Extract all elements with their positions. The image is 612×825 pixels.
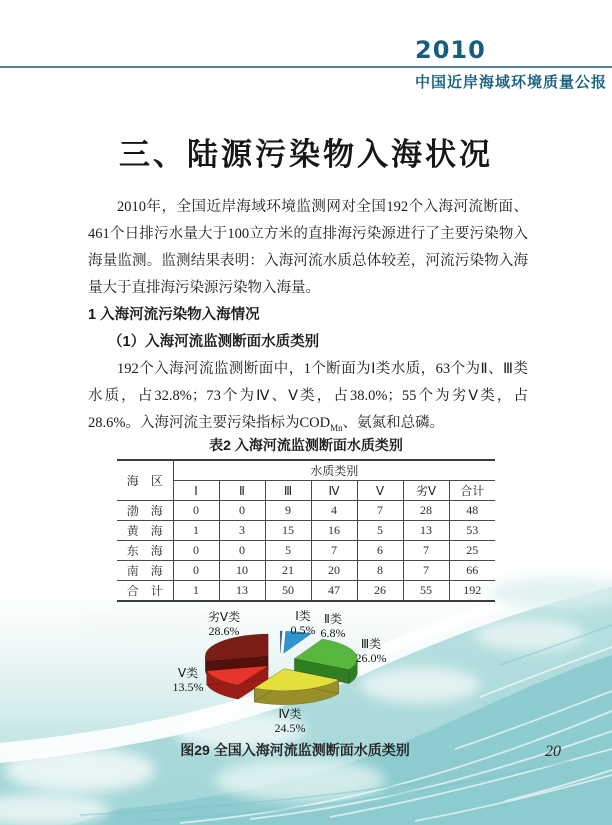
table-cell: 28: [403, 501, 449, 521]
pie-label-Ⅱ类: Ⅱ类 6.8%: [320, 612, 346, 640]
table-column-header: 合计: [449, 481, 495, 501]
table-group-header: 水质类别: [173, 460, 495, 481]
table-cell: 6: [357, 541, 403, 561]
table-cell: 0: [173, 541, 219, 561]
table-cell: 8: [357, 561, 403, 581]
table-row: [117, 541, 495, 561]
table-cell: 192: [449, 581, 495, 602]
table-cell: 15: [265, 521, 311, 541]
row-label: 黄 海: [117, 521, 173, 541]
pie-label-Ⅲ类: Ⅲ类 26.0%: [355, 637, 387, 665]
table-cell: 10: [219, 561, 265, 581]
table-cell: 25: [449, 541, 495, 561]
section-heading-1-1: （1）入海河流监测断面水质类别: [108, 334, 320, 350]
row-label: 南 海: [117, 561, 173, 581]
table-cell: 66: [449, 561, 495, 581]
table-cell: 21: [265, 561, 311, 581]
table-cell: 0: [219, 541, 265, 561]
body-content: [88, 194, 528, 442]
table-cell: 53: [449, 521, 495, 541]
header-year: 2010: [415, 36, 486, 64]
table-row: [117, 561, 495, 581]
table-cell: 16: [311, 521, 357, 541]
table-column-header: Ⅲ: [265, 481, 311, 501]
table-column-header: 劣Ⅴ: [403, 481, 449, 501]
table-cell: 1: [173, 521, 219, 541]
table-corner-header: 海 区: [117, 460, 173, 501]
header-bulletin-title: 中国近岸海域环境质量公报: [415, 74, 608, 91]
table-cell: 13: [219, 581, 265, 602]
paragraph-quality-post: 、氨氮和总磷。: [342, 415, 445, 431]
figure-caption: 图29 全国入海河流监测断面水质类别: [180, 742, 410, 758]
table-cell: 1: [173, 581, 219, 602]
table-cell: 55: [403, 581, 449, 602]
table-cell: 7: [403, 561, 449, 581]
table-column-header: Ⅱ: [219, 481, 265, 501]
header-rule: [0, 66, 612, 68]
table-cell: 0: [219, 501, 265, 521]
pie-label-劣Ⅴ类: 劣Ⅴ类 28.6%: [207, 610, 241, 638]
page-title: 三、陆源污染物入海状况: [119, 137, 493, 172]
table-row: [117, 521, 495, 541]
table-cell: 13: [403, 521, 449, 541]
table-body: [117, 501, 495, 602]
pie-label-Ⅰ类: Ⅰ类 0.5%: [290, 609, 316, 637]
pie-slice-Ⅰ类: [280, 631, 282, 653]
row-label: 东 海: [117, 541, 173, 561]
table-column-header: Ⅳ: [311, 481, 357, 501]
section-heading-1: 1 入海河流污染物入海情况: [88, 307, 260, 323]
paragraph-quality: [88, 356, 528, 442]
paragraph-quality-pre: 192个入海河流监测断面中，1个断面为Ⅰ类水质，63个为Ⅱ、Ⅲ类水质，占32.8%；73个为Ⅳ、Ⅴ类，占38.0%；55个为劣Ⅴ类，占28.6%。入海河流主要污染指标为COD: [88, 361, 528, 431]
table-cell: 48: [449, 501, 495, 521]
page-number: 20: [545, 743, 561, 760]
table-column-header: Ⅰ: [173, 481, 219, 501]
row-label: 渤 海: [117, 501, 173, 521]
table-cell: 7: [357, 501, 403, 521]
table-cell: 5: [357, 521, 403, 541]
table-title: 表2 入海河流监测断面水质类别: [209, 437, 403, 453]
table-cell: 0: [173, 501, 219, 521]
table-cell: 50: [265, 581, 311, 602]
water-quality-table: [117, 459, 495, 602]
cod-subscript: Mn: [330, 422, 343, 433]
pie-label-Ⅴ类: Ⅴ类 13.5%: [172, 666, 204, 694]
table-cell: 0: [173, 561, 219, 581]
table-cell: 5: [265, 541, 311, 561]
table-cell: 26: [357, 581, 403, 602]
table-header-row: [117, 460, 495, 481]
table-cell: 9: [265, 501, 311, 521]
table-cell: 20: [311, 561, 357, 581]
table-subheader-row: [117, 481, 495, 501]
table-cell: 4: [311, 501, 357, 521]
pie-label-Ⅳ类: Ⅳ类 24.5%: [274, 707, 306, 735]
table-row: [117, 501, 495, 521]
table-column-header: Ⅴ: [357, 481, 403, 501]
table-cell: 47: [311, 581, 357, 602]
paragraph-intro: 2010年，全国近岸海域环境监测网对全国192个入海河流断面、461个日排污水量大于100立方米的直排海污染源进行了主要污染物入海量监测。监测结果表明：入海河流水质总体较差，河流污染物入海量大于直排海污染源污染物入海量。: [88, 199, 528, 296]
table-cell: 7: [311, 541, 357, 561]
table-cell: 3: [219, 521, 265, 541]
table-cell: 7: [403, 541, 449, 561]
row-label: 合 计: [117, 581, 173, 602]
